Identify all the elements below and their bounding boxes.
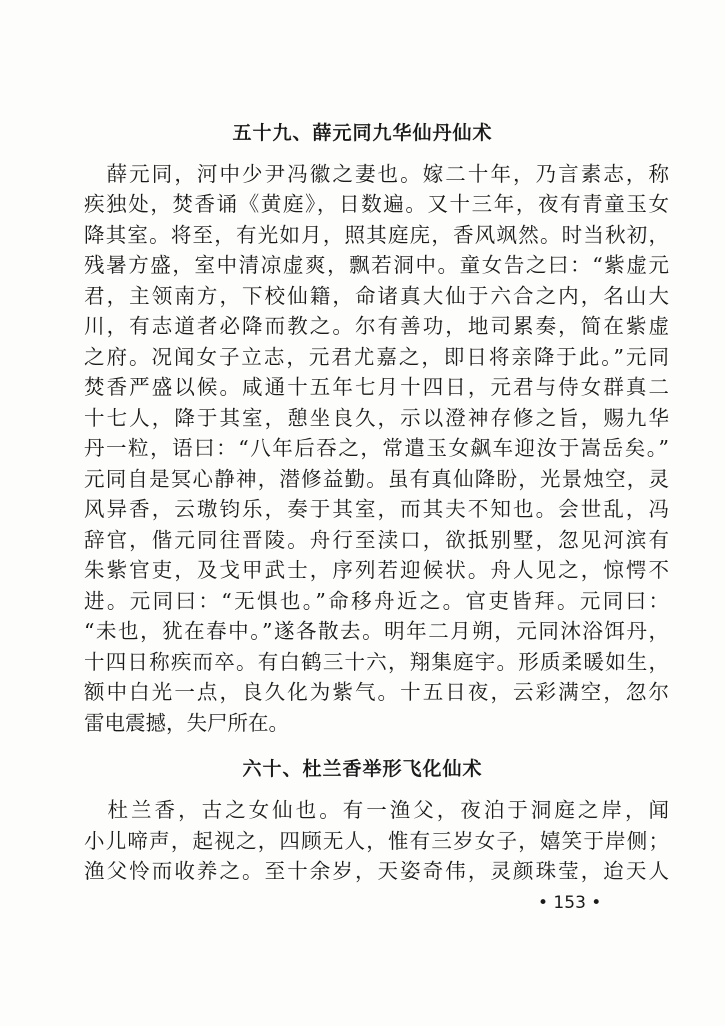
body-line: 杜兰香，古之女仙也。有一渔父，夜泊于洞庭之岸，闻 — [84, 798, 669, 822]
body-line: 君，主领南方，下校仙籍，命诸真大仙于六合之内，名山大 — [84, 284, 669, 308]
body-line: 降其室。将至，有光如月，照其庭庑，香风飒然。时当秋初， — [84, 223, 669, 247]
section-60-title: 六十、杜兰香举形飞化仙术 — [242, 758, 483, 780]
body-line: 十四日称疾而卒。有白鹤三十六，翔集庭宇。形质柔暖如生， — [84, 650, 669, 674]
body-line: 辞官，偕元同往晋陵。舟行至渎口，欲抵别墅，忽见河滨有 — [84, 528, 669, 552]
body-line: 元同自是冥心静神，潜修益勤。虽有真仙降盼，光景烛空，灵 — [84, 467, 669, 491]
body-line: 朱紫官吏，及戈甲武士，序列若迎候状。舟人见之，惊愕不 — [84, 558, 669, 582]
section-59-title: 五十九、薛元同九华仙丹仙术 — [232, 122, 493, 144]
body-line: 雷电震撼，失尸所在。 — [84, 711, 289, 735]
page-number: • 153 • — [538, 893, 602, 913]
body-line: 疾独处，焚香诵《黄庭》，日数遍。又十三年，夜有青童玉女 — [84, 192, 669, 216]
body-line: 薛元同，河中少尹冯徽之妻也。嫁二十年，乃言素志，称 — [84, 162, 669, 186]
body-line: 小儿啼声，起视之，四顾无人，惟有三岁女子，嬉笑于岸侧； — [84, 829, 669, 853]
body-line: 焚香严盛以候。咸通十五年七月十四日，元君与侍女群真二 — [84, 375, 669, 399]
body-line: 残暑方盛，室中清凉虚爽，飘若洞中。童女告之曰：“紫虚元 — [84, 253, 669, 277]
body-line: 之府。况闻女子立志，元君尤嘉之，即日将亲降于此。”元同 — [84, 345, 669, 369]
body-line: 十七人，降于其室，憩坐良久，示以澄神存修之旨，赐九华 — [84, 406, 669, 430]
body-line: 风异香，云璈钧乐，奏于其室，而其夫不知也。会世乱，冯 — [84, 497, 669, 521]
body-line: 渔父怜而收养之。至十余岁，天姿奇伟，灵颜珠莹，迨天人 — [84, 859, 669, 883]
body-line: 额中白光一点，良久化为紫气。十五日夜，云彩满空，忽尔 — [84, 680, 669, 704]
body-line: “未也，犹在春中。”遂各散去。明年二月朔，元同沐浴饵丹， — [84, 619, 669, 643]
body-line: 川，有志道者必降而教之。尔有善功，地司累奏，简在紫虚 — [84, 314, 669, 338]
body-line: 丹一粒，语曰：“八年后吞之，常遣玉女飙车迎汝于嵩岳矣。” — [84, 436, 669, 460]
body-line: 进。元同曰：“无惧也。”命移舟近之。官吏皆拜。元同曰： — [84, 589, 669, 613]
